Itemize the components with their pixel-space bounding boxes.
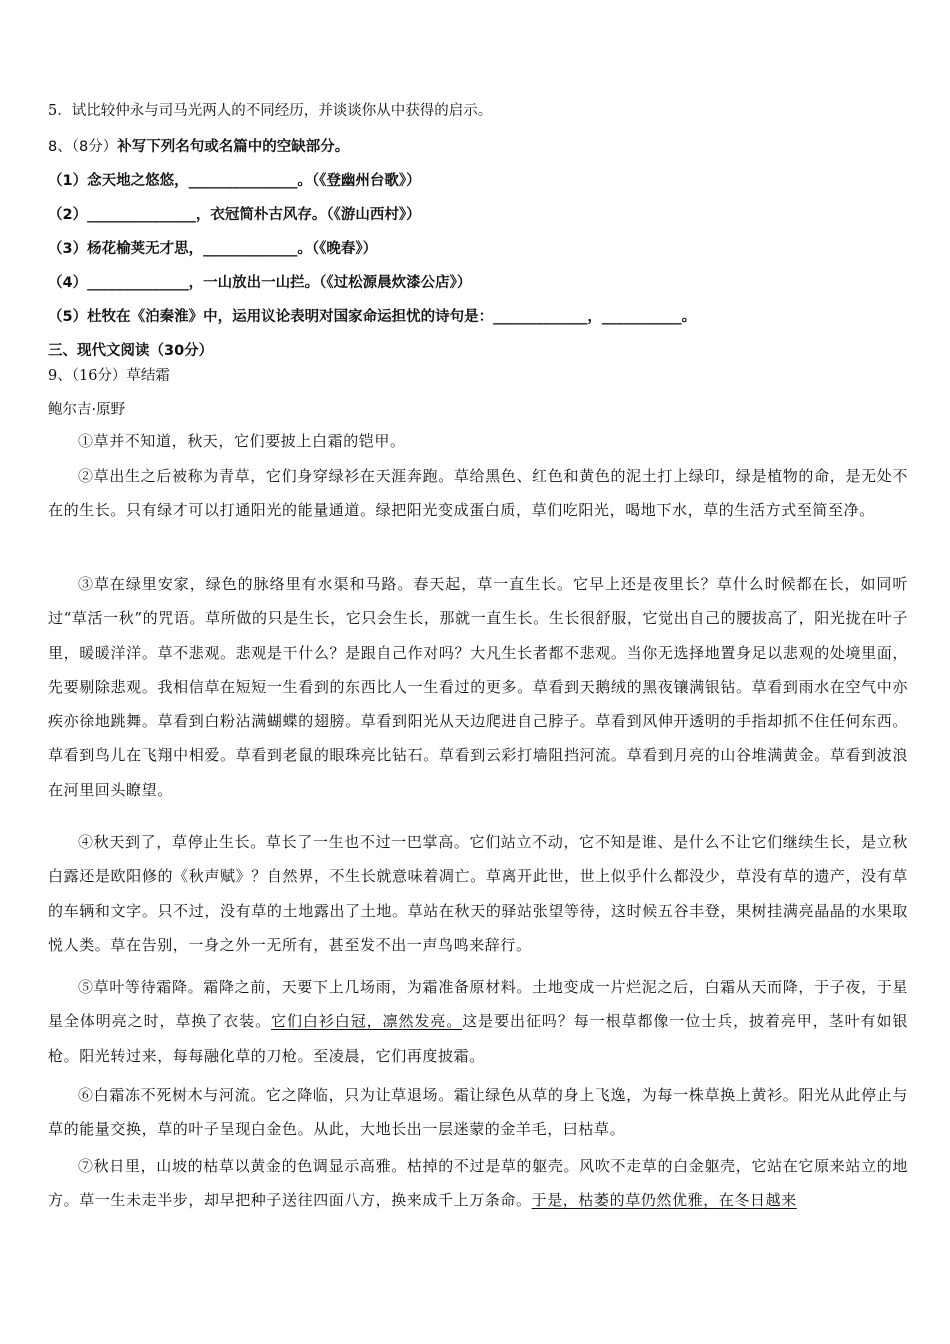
- fill-item-number: （4）: [48, 275, 88, 291]
- paragraph-7-text: ⑦秋日里，山坡的枯草以黄金的色调显示高雅。枯掉的不过是草的躯壳。风吹不走草的白金躯壳，它站在它原来站立的地方。草一生未走半步，却早把种子送往四面八方，换来成千上万条命。: [48, 1157, 908, 1210]
- fill-item-text: （3）杨花榆荚无才思，: [48, 241, 204, 257]
- fill-item-source: 。（《晚春》）: [297, 241, 378, 257]
- question-9-header: 9、（16分）草结霜: [48, 368, 170, 384]
- article-paragraph-3: ③草在绿里安家，绿色的脉络里有水渠和马路。春天起，草一直生长。它早上还是夜里长？草什么时候都在长，如同听过“草活一秋”的咒语。草所做的只是生长，它只会生长，那就一直生长。生长很舒服，它觉出自己的腰拔高了，阳光拢在叶子里，暖暖洋洋。草不悲观。悲观是干什么？是跟自己作对吗？大凡生长者都不悲观。当你无选择地置身足以悲观的处境里面，先要剔除悲观。我相信草在短短一生看到的东西比人一生看过的更多。草看到天鹅绒的黑夜镶满银钻。草看到雨水在空气中亦疾亦徐地跳舞。草看到白粉沾满蝴蝶的翅膀。草看到阳光从天边爬进自己脖子。草看到风伸开透明的手指却抓不住任何东西。草看到鸟儿在飞翔中相爱。草看到老鼠的眼珠亮比钻石。草看到云彩打墙阻挡河流。草看到月亮的山谷堆满黄金。草看到波浪在河里回头瞭望。: [48, 575, 908, 799]
- fill-blank: _______________: [87, 207, 196, 223]
- fill-separator: ，: [587, 309, 602, 325]
- underlined-sentence: 于是，枯萎的草仍然优雅，在冬日越来: [531, 1191, 797, 1210]
- fill-blank: _____________: [493, 309, 588, 325]
- fill-blank: ______________: [87, 275, 189, 291]
- fill-item-number: （2）: [48, 207, 88, 223]
- fill-item-3: [48, 239, 377, 259]
- article-paragraph-4: ④秋天到了，草停止生长。草长了一生也不过一巴掌高。它们站立不动，它不知是谁、是什么不让它们继续生长，是立秋白露还是欧阳修的《秋声赋》？自然界，不生长就意味着凋亡。草离开此世，世上似乎什么都没少，草没有草的遗产，没有草的车辆和文字。只不过，没有草的土地露出了土地。草站在秋天的驿站张望等待，这时候五谷丰登，果树挂满亮晶晶的水果取悦人类。草在告别，一身之外一无所有，甚至发不出一声鸟鸣来辞行。: [48, 833, 908, 954]
- fill-item-text: ，衣冠简朴古风存。（《游山西村》）: [195, 207, 421, 223]
- article-paragraph-6: ⑥白霜冻不死树木与河流。它之降临，只为让草退场。霜让绿色从草的身上飞逸，为每一株草换上黄衫。阳光从此停止与草的能量交换，草的叶子呈现白金色。从此，大地长出一层迷蒙的金羊毛，曰枯草。: [48, 1086, 908, 1139]
- article-paragraph-2: ②草出生之后被称为青草，它们身穿绿衫在天涯奔跑。草给黑色、红色和黄色的泥土打上绿印，绿是植物的命，是无处不在的生长。只有绿才可以打通阳光的能量通道。绿把阳光变成蛋白质，草们吃阳光，喝地下水，草的生活方式至简至净。: [48, 467, 908, 520]
- article-paragraph-5: [48, 970, 908, 1073]
- fill-item-2: [48, 205, 421, 225]
- fill-item-1: [48, 171, 421, 191]
- paragraph-5-text: ⑤草叶等待霜降。霜降之前，天要下上几场雨，为霜准备原材料。土地变成一片烂泥之后，白霜从天而降，于子夜，于星星全体明亮之时，草换了衣装。: [48, 978, 908, 1031]
- fill-item-source: 。（《登幽州台歌》）: [297, 173, 421, 189]
- question-8-number: 8、（8分）: [48, 139, 118, 155]
- fill-item-5: [48, 307, 696, 327]
- fill-item-text: （5）杜牧在《泊秦淮》中，运用议论表明对国家命运担忧的诗句是：: [48, 309, 494, 325]
- fill-item-4: [48, 273, 471, 293]
- question-8-header: [48, 137, 349, 157]
- fill-item-text: ，一山放出一山拦。（《过松源晨炊漆公店》）: [188, 275, 472, 291]
- fill-blank: _______________: [188, 173, 298, 189]
- section-3-heading: 三、现代文阅读（30分）: [48, 343, 214, 359]
- fill-blank: ___________: [601, 309, 682, 325]
- fill-item-end: 。: [681, 309, 697, 325]
- paragraph-5-text-end: 这是要出征吗？每一根草都像一位士兵，披着亮甲，茎叶有如银枪。阳光转过来，每每融化草的刀枪。至凌晨，它们再度披霜。: [48, 1012, 908, 1065]
- article-author: 鲍尔吉·原野: [48, 402, 126, 418]
- question-5: 5．试比较仲永与司马光两人的不同经历，并谈谈你从中获得的启示。: [48, 103, 493, 119]
- article-paragraph-7: [48, 1149, 908, 1218]
- question-8-prompt: 补写下列名句或名篇中的空缺部分。: [117, 139, 350, 155]
- fill-item-text: （1）念天地之悠悠，: [48, 173, 189, 189]
- article-paragraph-1: ①草并不知道，秋天，它们要披上白霜的铠甲。: [78, 432, 406, 450]
- fill-blank: _____________: [203, 241, 298, 257]
- underlined-sentence: 它们白衫白冠，凛然发亮。: [271, 1012, 463, 1031]
